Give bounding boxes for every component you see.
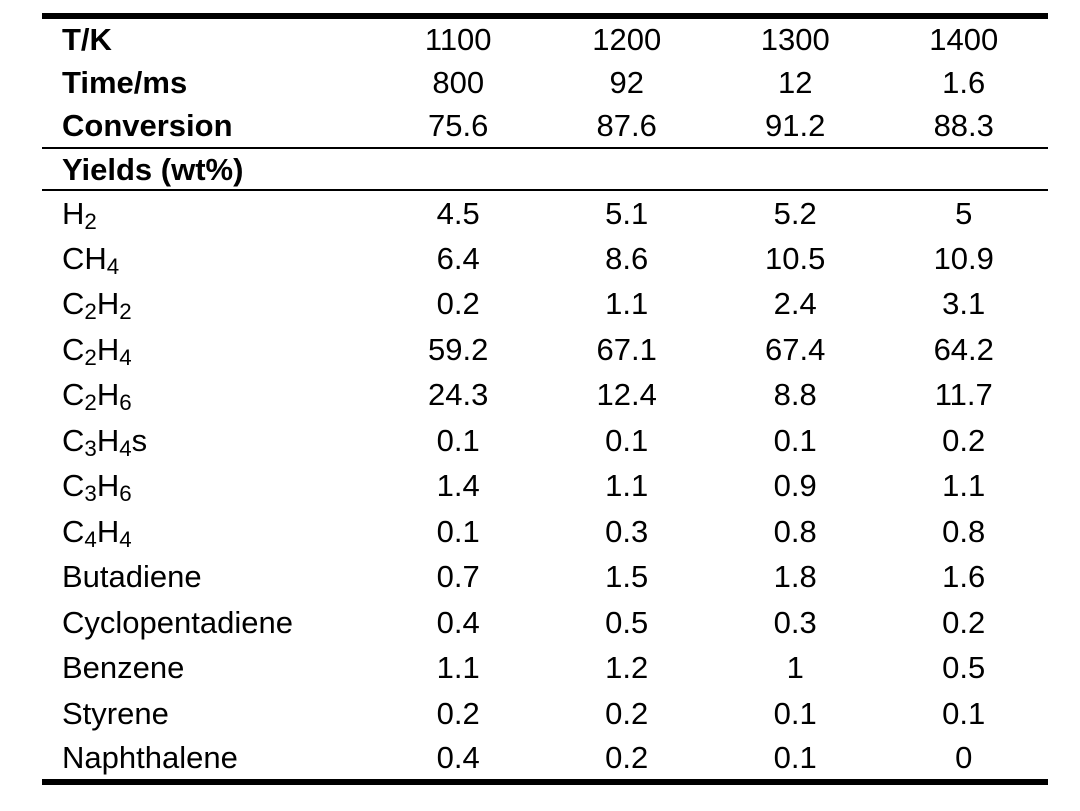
value-cell: 0.5	[942, 650, 986, 686]
subscript: 6	[119, 390, 132, 416]
value-cell: 0.1	[605, 422, 649, 458]
value-cell: 1.6	[942, 64, 986, 100]
value-cell: 0.3	[773, 604, 817, 640]
value-cell: 0.2	[436, 695, 480, 731]
value-cell: 1.5	[605, 559, 649, 595]
value-cell: 88.3	[879, 104, 1048, 148]
value-cell: 0.1	[436, 422, 480, 458]
value-cell: 59.2	[428, 331, 489, 367]
value-cell: 11.7	[934, 377, 993, 413]
subscript: 2	[84, 208, 97, 234]
table-row-time	[42, 60, 1048, 104]
value-cell: 0.8	[773, 513, 817, 549]
table-row	[42, 600, 1048, 646]
value-cell: 5	[955, 195, 973, 231]
table-row	[42, 463, 1048, 509]
value-cell: 0.1	[436, 513, 480, 549]
species-label: $C_3H_4s$	[62, 422, 148, 461]
value-cell: 0.2	[942, 604, 986, 640]
species-label: $C_2H_4$	[62, 331, 132, 370]
table-row	[42, 645, 1048, 691]
value-cell: 10.5	[765, 240, 826, 276]
value-cell: 0.8	[942, 513, 986, 549]
table-row	[42, 236, 1048, 282]
value-cell: 24.3	[428, 377, 489, 413]
row-label-temperature: T/K	[62, 22, 112, 57]
value-cell: 0.2	[436, 286, 480, 322]
value-cell: 67.4	[765, 331, 826, 367]
value-cell: 8.8	[773, 377, 817, 413]
yields-body	[42, 190, 1048, 782]
species-label: $C_2H_6$	[62, 377, 132, 416]
species-label: Styrene	[62, 695, 169, 731]
value-cell: 1.1	[605, 286, 649, 322]
table-row	[42, 691, 1048, 737]
subscript: 4	[119, 435, 132, 461]
value-cell: 1.1	[436, 650, 480, 686]
value-cell: 6.4	[436, 240, 480, 276]
value-cell: 1.1	[605, 468, 649, 504]
section-title: Yields (wt%)	[42, 148, 1048, 190]
species-label: $CH_4$	[62, 240, 120, 279]
value-cell: 87.6	[542, 104, 711, 148]
value-cell: 0.1	[942, 695, 986, 731]
value-cell: 4.5	[436, 195, 480, 231]
table-row	[42, 190, 1048, 236]
subscript: 2	[119, 299, 132, 325]
value-cell: 1300	[760, 22, 830, 57]
value-cell: 1400	[929, 22, 999, 57]
value-cell: 67.1	[596, 331, 657, 367]
pyrolysis-yields-table	[42, 13, 1048, 785]
value-cell: 5.2	[773, 195, 817, 231]
value-cell: 64.2	[933, 331, 994, 367]
species-label: $C_3H_6$	[62, 468, 132, 507]
value-cell: 1	[786, 650, 804, 686]
table-row	[42, 736, 1048, 782]
subscript: 3	[84, 481, 97, 507]
value-cell: 0.1	[773, 422, 817, 458]
value-cell: 0.1	[773, 695, 817, 731]
value-cell: 1.6	[942, 559, 986, 595]
value-cell: 0.2	[605, 695, 649, 731]
value-cell: 1.2	[605, 650, 649, 686]
subscript: 4	[119, 526, 132, 552]
value-cell: 0	[955, 739, 973, 775]
value-cell: 0.1	[773, 739, 817, 775]
value-cell: 1.8	[773, 559, 817, 595]
value-cell: 2.4	[773, 286, 817, 322]
table-row	[42, 327, 1048, 373]
value-cell: 1100	[424, 22, 492, 57]
value-cell: 75.6	[374, 104, 543, 148]
value-cell: 92	[609, 64, 644, 100]
species-label: $C_2H_2$	[62, 286, 132, 325]
subscript: 4	[106, 253, 120, 279]
value-cell: 0.3	[605, 513, 649, 549]
value-cell: 0.4	[436, 739, 480, 775]
table-row	[42, 372, 1048, 418]
value-cell: 0.2	[942, 422, 986, 458]
value-cell: 8.6	[605, 240, 649, 276]
row-label-conversion: Conversion	[42, 104, 374, 148]
species-label: $H_2$	[62, 195, 97, 234]
table-row-conversion	[42, 104, 1048, 148]
subscript: 3	[84, 435, 97, 461]
species-label: Cyclopentadiene	[62, 604, 293, 640]
table-row	[42, 554, 1048, 600]
species-label: $C_4H_4$	[62, 513, 132, 552]
table-row-section-header	[42, 148, 1048, 190]
value-cell: 5.1	[605, 195, 649, 231]
value-cell: 1200	[592, 22, 662, 57]
value-cell: 0.7	[436, 559, 480, 595]
species-label: Benzene	[62, 650, 185, 686]
subscript: 2	[84, 344, 97, 370]
subscript: 6	[119, 481, 132, 507]
subscript: 4	[119, 344, 132, 370]
value-cell: 12	[777, 64, 813, 100]
subscript: 4	[84, 526, 97, 552]
subscript: 2	[84, 390, 97, 416]
table-row	[42, 418, 1048, 464]
value-cell: 0.5	[605, 604, 649, 640]
pyrolysis-yields-table-wrap	[42, 13, 1048, 785]
value-cell: 1.4	[436, 468, 480, 504]
subscript: 2	[84, 299, 97, 325]
value-cell: 10.9	[933, 240, 994, 276]
table-row	[42, 281, 1048, 327]
value-cell: 0.4	[436, 604, 480, 640]
species-label: Butadiene	[62, 559, 202, 595]
value-cell: 3.1	[942, 286, 986, 322]
species-label: Naphthalene	[62, 739, 238, 775]
value-cell: 91.2	[711, 104, 880, 148]
table-row-temperature	[42, 16, 1048, 60]
table-row	[42, 509, 1048, 555]
value-cell: 12.4	[596, 377, 657, 413]
value-cell: 0.9	[773, 468, 817, 504]
row-label-time: Time/ms	[62, 64, 188, 100]
value-cell: 800	[432, 64, 485, 100]
value-cell: 1.1	[942, 468, 986, 504]
value-cell: 0.2	[605, 739, 649, 775]
